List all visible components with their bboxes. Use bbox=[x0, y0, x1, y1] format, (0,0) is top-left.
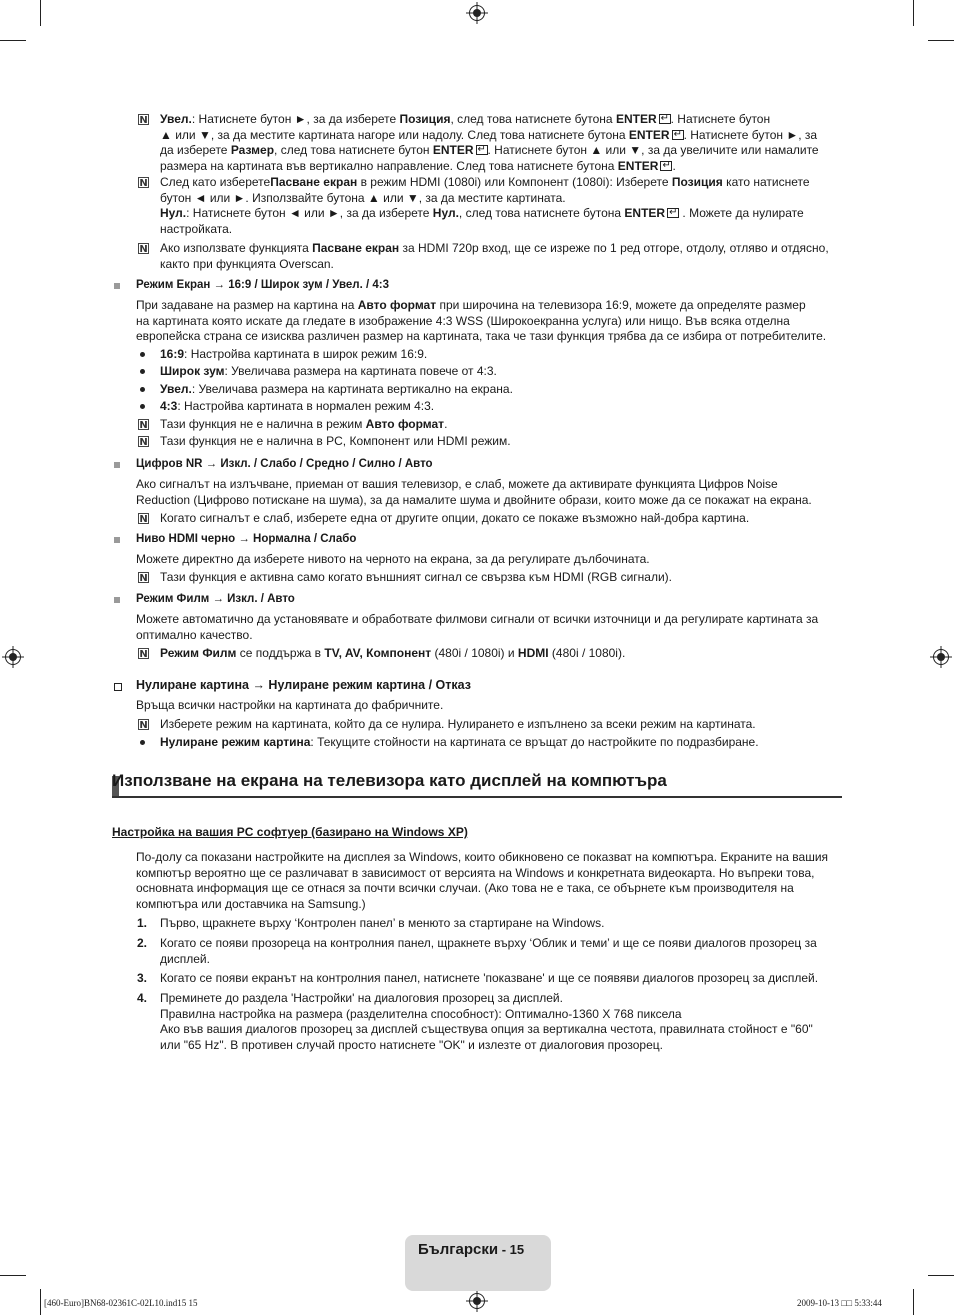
note-text: както при функцията Overscan. bbox=[160, 256, 334, 271]
paragraph-text: компютър вероятно ще се различават в зависимост от версията на Windows и конкретната видеокарта. Но въпреки това, bbox=[136, 865, 815, 880]
note-text: ▲ или ▼, за да местите картината нагоре или надолу. След това натиснете бутона ENTER↵ . Натиснете бутон ►, за bbox=[160, 128, 817, 144]
crop-mark bbox=[928, 1275, 954, 1276]
note-text: настройката. bbox=[160, 221, 233, 236]
note-icon: N bbox=[139, 178, 148, 189]
paragraph-text: оптимално качество. bbox=[136, 627, 253, 642]
paragraph-text: При задаване на размер на картина на Авто формат при широчина на телевизора 16:9, можете да определяте размер bbox=[136, 298, 806, 312]
bullet-dot bbox=[140, 352, 145, 357]
note-text: Тази функция е активна само когато външният сигнал се свързва към HDMI (RGB сигнали). bbox=[160, 570, 673, 584]
note-text: да изберете Размер, след това натиснете бутон ENTER↵ . Натиснете бутон ▲ или ▼, за да увеличите или намалите bbox=[160, 143, 819, 159]
subsection-heading: Режим Екран → 16:9 / Широк зум / Увел. / 4:3 bbox=[136, 279, 389, 291]
paragraph-text: компютъра или доставчика на Samsung.) bbox=[136, 896, 366, 911]
bullet-dot bbox=[140, 740, 145, 745]
paragraph-text: Връща всички настройки на картината до фабричните. bbox=[136, 698, 444, 712]
crop-mark bbox=[40, 0, 41, 26]
note-text: Нул.: Натиснете бутон ◄ или ►, за да изберете Нул., след това натиснете бутона ENTER↵ . Можете да нулирате bbox=[160, 206, 804, 222]
subsection-heading: Ниво HDMI черно → Нормална / Слабо bbox=[136, 533, 357, 545]
note-text: Когато сигналът е слаб, изберете една от другите опции, докато се покаже възможно най-добра картина. bbox=[160, 511, 750, 525]
note-text: Ако използвате функцията Пасване екран за HDMI 720p вход, ще се изреже по 1 ред отгоре, отдолу, отляво и отдясно, bbox=[160, 241, 829, 255]
step-number: 1. bbox=[137, 916, 148, 930]
step-text: Преминете до раздела 'Настройки' на диалоговия прозорец за дисплей. bbox=[160, 991, 563, 1005]
crop-mark bbox=[40, 1289, 41, 1315]
step-text: Ако във вашия диалогов прозорец за дисплей съществува опция за вертикална честота, правилната стойност е "60" bbox=[160, 1022, 813, 1036]
step-text: Първо, щракнете върху ‘Контролен панел’ в менюто за стартиране на Windows. bbox=[160, 916, 605, 930]
step-number: 2. bbox=[137, 936, 148, 950]
crop-mark bbox=[0, 1275, 26, 1276]
square-bullet bbox=[114, 597, 120, 603]
footer-label bbox=[418, 1242, 524, 1258]
note-icon: N bbox=[139, 244, 148, 255]
section-rule bbox=[112, 796, 842, 798]
step-text: Когато се появи прозореца на контролния панел, щракнете върху ‘Облик и теми’ и ще се появи диалогов прозорец за bbox=[160, 936, 817, 950]
step-number: 4. bbox=[137, 991, 148, 1005]
bullet-dot bbox=[140, 369, 145, 374]
crop-mark bbox=[928, 40, 954, 41]
note-text: размера на картината във вертикално направление. След това натиснете бутона ENTER↵ . bbox=[160, 159, 676, 175]
bullet-text: 4:3: Настройва картината в нормален режим 4:3. bbox=[160, 399, 435, 413]
paragraph-text: По-долу са показани настройките на дисплея за Windows, които обикновено се показват на компютъра. Екраните на вашия bbox=[136, 850, 829, 864]
bullet-dot bbox=[140, 404, 145, 409]
paragraph-text: Reduction (Цифрово потискане на шума), за да намалите шума и двойните образи, които може да се покажат на екрана. bbox=[136, 492, 812, 507]
note-text: След като изберетеПасване екран в режим HDMI (1080i) или Компонент (1080i): Изберете Позиция като натиснете bbox=[160, 175, 810, 189]
registration-mark-icon bbox=[469, 1293, 485, 1309]
bullet-text: Широк зум: Увеличава размера на картината повече от 4:3. bbox=[160, 364, 497, 378]
note-icon: N bbox=[139, 649, 148, 660]
print-slug-right: 2009-10-13 □□ 5:33:44 bbox=[797, 1298, 882, 1308]
note-icon: N bbox=[139, 115, 148, 126]
checkbox-bullet bbox=[114, 683, 122, 691]
note-text: Увел.: Натиснете бутон ►, за да изберете Позиция, след това натиснете бутона ENTER↵ . Натиснете бутон bbox=[160, 112, 770, 128]
step-number: 3. bbox=[137, 971, 148, 985]
paragraph-text: основната информация ще се отнася за почти всички случаи. (Ако това не е така, се обърнете към производителя на bbox=[136, 881, 794, 895]
note-text: Изберете режим на картината, който да се нулира. Нулирането е изпълнено за всеки режим на картината. bbox=[160, 717, 756, 731]
registration-mark-icon bbox=[469, 5, 485, 21]
note-icon: N bbox=[139, 514, 148, 525]
paragraph-text: на картината която искате да гледате в изображение 4:3 WSS (Широкоекранна услуга) или нищо. Във всяка отделна bbox=[136, 313, 790, 328]
subsection-heading: Режим Филм → Изкл. / Авто bbox=[136, 593, 295, 605]
note-text: Тази функция не е налична в PC, Компонент или HDMI режим. bbox=[160, 434, 511, 448]
paragraph-text: Можете автоматично да установявате и обработвате филмови сигнали от всички източници и да регулирате картината за bbox=[136, 612, 819, 626]
step-text: Когато се появи екранът на контролния панел, натиснете 'показване' и ще се появяви диалогов прозорец за дисплей. bbox=[160, 971, 819, 985]
square-bullet bbox=[114, 462, 120, 468]
bullet-text: Увел.: Увеличава размера на картината вертикално на екрана. bbox=[160, 382, 513, 396]
step-text: дисплей. bbox=[160, 951, 210, 966]
registration-mark-icon bbox=[5, 649, 21, 665]
print-slug-left: [460-Euro]BN68-02361C-02L10.ind15 15 bbox=[44, 1298, 198, 1308]
section-title: Използване на екрана на телевизора като дисплей на компютъра bbox=[112, 771, 667, 790]
footer-page-number: - 15 bbox=[498, 1242, 525, 1257]
square-bullet bbox=[114, 283, 120, 289]
note-icon: N bbox=[139, 420, 148, 431]
section-heading: Нулиране картина → Нулиране режим картина / Отказ bbox=[136, 678, 471, 692]
square-bullet bbox=[114, 537, 120, 543]
note-text: Тази функция не е налична в режим Авто формат. bbox=[160, 417, 448, 431]
crop-mark bbox=[0, 40, 26, 41]
bullet-dot bbox=[140, 387, 145, 392]
note-text: бутон ◄ или ►. Използвайте бутона ▲ или ▼, за да местите картината. bbox=[160, 190, 566, 205]
note-icon: N bbox=[139, 720, 148, 731]
paragraph-text: Можете директно да изберете нивото на черното на екрана, за да регулирате дълбочината. bbox=[136, 552, 650, 566]
step-text: Правилна настройка на размера (разделителна способност): Оптимално-1360 X 768 пиксела bbox=[160, 1006, 682, 1021]
paragraph-text: европейска страна се изисква различен размер на картината, така че тази функция трябва да се избира от потребителите. bbox=[136, 329, 827, 343]
note-icon: N bbox=[139, 573, 148, 584]
subsection-title: Настройка на вашия PC софтуер (базирано на Windows XP) bbox=[112, 825, 468, 839]
paragraph-text: Ако сигналът на излъчване, приеман от вашия телевизор, е слаб, можете да активирате функцията Цифров Noise bbox=[136, 477, 778, 491]
subsection-heading: Цифров NR → Изкл. / Слабо / Средно / Силно / Авто bbox=[136, 458, 433, 470]
bullet-text: Нулиране режим картина: Текущите стойности на картината се връщат до настройките по подразбиране. bbox=[160, 735, 759, 749]
footer-language: Български bbox=[418, 1241, 499, 1258]
crop-mark bbox=[913, 1289, 914, 1315]
registration-mark-icon bbox=[933, 649, 949, 665]
step-text: или "65 Hz". В противен случай просто натиснете "OK" и излезте от диалоговия прозорец. bbox=[160, 1037, 663, 1052]
note-icon: N bbox=[139, 437, 148, 448]
crop-mark bbox=[913, 0, 914, 26]
note-text: Режим Филм се поддържа в TV, AV, Компонент (480i / 1080i) и HDMI (480i / 1080i). bbox=[160, 646, 626, 660]
bullet-text: 16:9: Настройва картината в широк режим 16:9. bbox=[160, 347, 428, 361]
